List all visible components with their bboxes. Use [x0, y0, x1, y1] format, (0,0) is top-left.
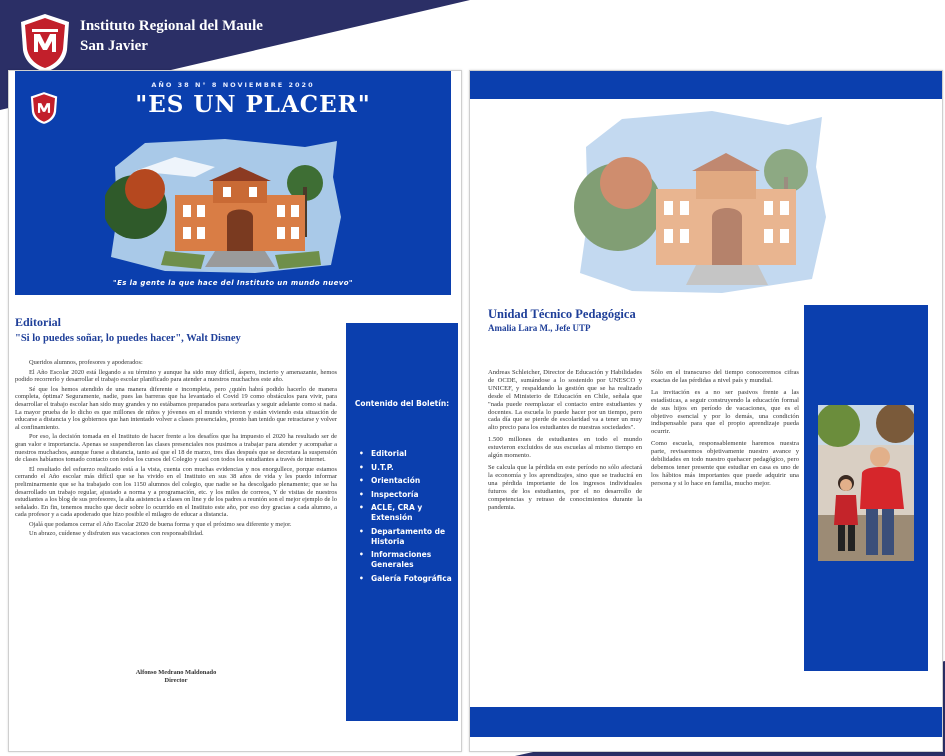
newsletter-banner: [15, 71, 451, 295]
editorial-paragraph: Sé que los hemos atendido de una manera diferente e incompleta, pero ¿quién habrá podido hacerlo de manera completa, óptima? Seguramente, nadie, pues las barreras que ha levantado el Covid 19 como obstáculos para vivir, para desarrollar el trabajo escolar han sido muy grandes y no estábamos preparados para sortearlas y seguir adelante como si nada. La mayor prueba de lo dicho es que millones de niños y jóvenes en el mundo vivieron y están viviendo esta situación de educarse a distancia y los gobiernos que han intentado volver a clases presenciales, pronto han tenido que retractarse y volver al confinamiento.: [15, 385, 337, 431]
editorial-signature: [15, 669, 337, 685]
contents-sidebar: [346, 323, 458, 721]
editorial-paragraph: El resultado del esfuerzo realizado está a la vista, cuenta con muchas evidencias y nos enorgullece, porque estamos cerrando el Año escolar más difícil que se ha vivido en el Instituto en sus 38 años de vida y les puedo informar preliminarmente que se ha trabajado con los 1150 alumnos del colegio, que nadie se ha descolgado plenamente; que se ha desarrollado un trabajo regular, ajustado a norma y a programación, etc. y los miles de correos, Y de visitas de nuestros estudiantes a los blog de sus profesores, la alta asistencia a clases on line y de los padres a reunión son el mejor ejemplo de lo señalado. En fin, tenemos mucho que decir sobre lo ocurrido en el Instituto este año, por eso doy gracias a cada alumno, a cada profesor y a cada apoderado que hizo posible el milagro de educar a distancia.: [15, 465, 337, 519]
utp-paragraph: Sólo en el transcurso del tiempo conoceremos cifras exactas de las pérdidas a nivel país y mundial.: [651, 369, 799, 384]
utp-paragraph: Se calcula que la pérdida en este período no sólo afectará la economía y los aprendizajes, sino que se traducirá en una pérdida importante de los ingresos individuales futuros de los estudiantes, por el no desarrollo de competencias y retraso de conocimientos durante la pandemia.: [488, 463, 642, 511]
editorial-paragraph: Por eso, la decisión tomada en el Instituto de hacer frente a los desafíos que ha impuesto el 2020 ha resultado ser de gran valor e importancia. Apenas se suspendieron las clases presenciales nos pusimos a trabajar para atender y acompañar a nuestros muchachos, aunque fuese a distancia, tanto así que el 18 de marzo, tres días después que se decretara la suspensión de clases habíamos tomado contacto con todos los cursos del Colegio y casi con todos los estudiantes a través de internet.: [15, 433, 337, 464]
utp-paragraph: La invitación es a no ser pasivos frente a las estadísticas, a seguir construyendo la educación formal de sus hijos en período de vacaciones, que es el objetivo esencial y por lo demás, una condición indispensable para que el propio aprendizaje pueda ocurrir.: [651, 388, 799, 436]
header-title: [80, 16, 263, 56]
institution-name: Instituto Regional del Maule: [80, 18, 263, 34]
institution-location: San Javier: [80, 38, 148, 54]
contents-item-inspectoria[interactable]: • Inspectoría: [359, 490, 457, 500]
utp-paragraph: Andreas Schleicher, Director de Educación y Habilidades de OCDE, sumándose a lo sostenido por UNESCO y UNICEF, y respaldando la gestión que se ha realizado desde el Ministerio de Educación en Chile, señala que "nada puede reemplazar el contacto entre estudiantes y docentes. La escuela lo puede hacer por un tiempo, pero cada día que se pierde de escolaridad va a tener un muy alto precio para los estudiantes de nuestras sociedades".: [488, 369, 642, 432]
banner-shield-logo: [29, 91, 59, 125]
contents-title: Contenido del Boletín:: [354, 399, 450, 408]
utp-subheading: Amalia Lara M., Jefe UTP: [488, 323, 591, 333]
signature-name: Alfonso Medrano Maldonado: [135, 669, 217, 676]
contents-item-acle[interactable]: • ACLE, CRA y Extensión: [359, 503, 457, 523]
editorial-body: [15, 359, 337, 540]
editorial-paragraph: El Año Escolar 2020 está llegando a su término y aunque ha sido muy difícil, áspero, incierto y amenazante, hemos podido recorrerlo y desarrollar el trabajo escolar planificado para atender a nuestros muchachos este año.: [15, 368, 337, 384]
school-building-photo-faded: [572, 107, 830, 297]
newsletter-page-right: [469, 70, 943, 752]
top-blue-bar: [470, 71, 942, 99]
contents-item-galeria[interactable]: • Galería Fotográfica: [359, 574, 457, 584]
school-building-photo: [105, 137, 345, 277]
editorial-paragraph: Ojalá que podamos cerrar el Año Escolar 2020 de buena forma y que el próximo sea diferente y mejor.: [29, 520, 292, 528]
newsletter-title: "ES UN PLACER": [135, 91, 371, 118]
newsletter-tagline: "Es la gente la que hace del Instituto un mundo nuevo": [113, 279, 353, 287]
contents-list: [359, 449, 457, 587]
utp-column-2: [651, 369, 799, 492]
utp-heading: Unidad Técnico Pedagógica: [488, 307, 636, 321]
contents-item-utp[interactable]: • U.T.P.: [359, 463, 457, 473]
editorial-heading: Editorial: [15, 315, 62, 329]
school-shield-logo: [18, 12, 72, 74]
utp-paragraph: Como escuela, responsablemente haremos nuestra parte, revisaremos objetivamente nuestro avance y debilidades en todo nuestro quehacer pedagógico, pero debemos tener presente que estudiar en casa es uno de los hábitos más importantes que puede adquirir una persona y si lo hace en familia, mucho mejor.: [651, 440, 799, 487]
utp-paragraph: 1.500 millones de estudiantes en todo el mundo estuvieron excluidos de sus escuelas al mismo tiempo en algún momento.: [488, 436, 642, 460]
utp-column-1: [488, 369, 642, 515]
contents-item-editorial[interactable]: • Editorial: [359, 449, 457, 459]
bottom-blue-bar: [470, 707, 942, 737]
editorial-quote: "Si lo puedes soñar, lo puedes hacer", Walt Disney: [15, 333, 241, 344]
editorial-paragraph: Queridos alumnos, profesores y apoderados:: [29, 359, 143, 366]
contents-item-historia[interactable]: • Departamento de Historia: [359, 527, 457, 547]
contents-item-orientacion[interactable]: • Orientación: [359, 476, 457, 486]
family-photo: [818, 405, 914, 561]
issue-line: AÑO 38 N° 8 NOVIEMBRE 2020: [151, 81, 315, 89]
contents-item-informaciones[interactable]: • Informaciones Generales: [359, 550, 457, 570]
editorial-paragraph: Un abrazo, cuídense y disfruten sus vacaciones con responsabilidad.: [29, 530, 204, 538]
newsletter-page-left: [8, 70, 462, 752]
signature-role: Director: [164, 677, 188, 684]
